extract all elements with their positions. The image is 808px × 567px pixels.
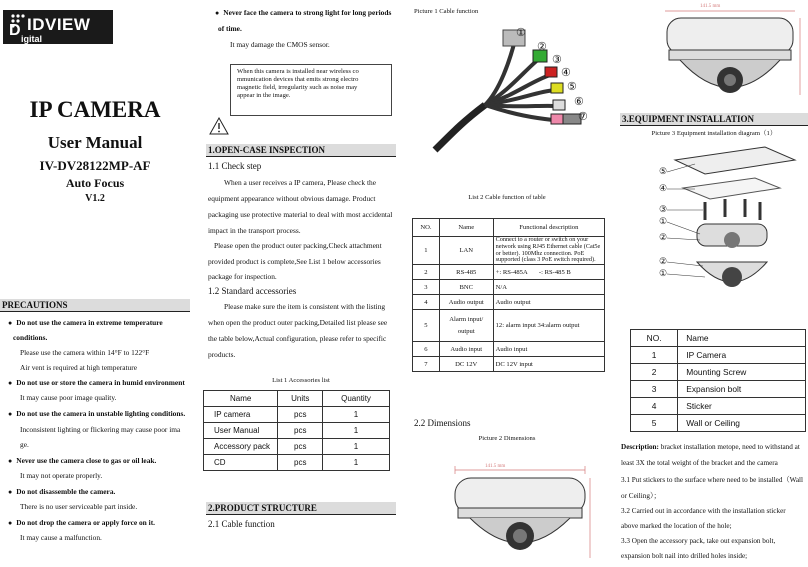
paragraph-line: package for inspection.	[208, 272, 277, 281]
cell: 4	[631, 398, 678, 415]
diagram-label: ③	[659, 204, 668, 214]
cell: 4	[413, 295, 440, 310]
cell: 12: alarm input 34:alarm output	[493, 310, 604, 342]
table-row	[204, 423, 390, 439]
table-header: Name	[439, 219, 493, 237]
table-row	[631, 398, 806, 415]
cell: +: RS-485A -: RS-485 B	[493, 265, 604, 280]
diagram-label: ①	[659, 216, 668, 226]
precaution-title: ● Do not drop the camera or apply force on it.	[8, 518, 155, 527]
table-row	[631, 415, 806, 432]
table-row	[631, 364, 806, 381]
cell: Audio input	[493, 342, 604, 357]
cover-model: IV-DV28122MP-AF	[39, 158, 151, 173]
sec-product-structure: 2.PRODUCT STRUCTURE	[206, 502, 396, 515]
cell: 1	[323, 423, 390, 439]
table-header: Functional description	[493, 219, 604, 237]
cell: 1	[323, 439, 390, 455]
diagram-label: ②	[659, 256, 668, 266]
table-header: NO.	[631, 330, 678, 347]
table-row	[204, 407, 390, 423]
cell: RS-485	[439, 265, 493, 280]
paragraph-line: Please make sure the item is consistent with the listing	[224, 302, 386, 311]
std-accessories-heading: 1.2 Standard accessories	[208, 286, 297, 296]
pic3-caption: Picture 3 Equipment installation diagram（1）	[651, 130, 777, 137]
cover-subtitle: User Manual	[47, 133, 143, 152]
pic2-caption: Picture 2 Dimensions	[478, 435, 536, 442]
notice-line: magnetic field, irregularity such as noise may	[237, 83, 358, 91]
dimensions-heading: 2.2 Dimensions	[414, 418, 471, 428]
camera-dimension-drawing	[440, 458, 600, 564]
list1-caption: List 1 Accessories list	[272, 377, 330, 384]
cell: 1	[323, 407, 390, 423]
table-row	[413, 295, 605, 310]
cell: 3	[631, 381, 678, 398]
logo-brand: IDVIEW	[27, 15, 91, 34]
paragraph-line: provided product is complete,See List 1 below accessories	[208, 257, 381, 266]
precaution-line: It may cause a malfunction.	[20, 533, 102, 542]
camera-top-drawing	[655, 0, 805, 110]
precaution-title: ● Do not disassemble the camera.	[8, 487, 115, 496]
logo-d: D	[9, 22, 21, 39]
cell: DC 12V	[439, 357, 493, 372]
accessories-table	[203, 390, 390, 471]
cell: DC 12V input	[493, 357, 604, 372]
cell: BNC	[439, 280, 493, 295]
sec-equipment-installation: 3.EQUIPMENT INSTALLATION	[620, 113, 808, 126]
cell: Expansion bolt	[678, 381, 806, 398]
cell: pcs	[278, 407, 323, 423]
precaution-line: It may cause poor image quality.	[20, 393, 117, 402]
cell: 5	[413, 310, 440, 342]
dimension-label: 141.5 mm	[485, 464, 506, 469]
cell: Audio output	[493, 295, 604, 310]
precaution-line: Air vent is required at high temperature	[20, 363, 137, 372]
description-line: above marked the location of the hole;	[621, 522, 732, 530]
precautions-heading: PRECAUTIONS	[0, 299, 190, 312]
pic1-caption: Picture 1 Cable function	[414, 8, 479, 15]
description-label: Description:	[621, 443, 659, 451]
cell: Connect to a router or switch on your network using RJ45 Ethernet cable (Cat5e or better). 100Mhz connection. PoE supported (class 3 PoE switch required).	[493, 237, 604, 265]
cell: 1	[323, 455, 390, 471]
table-row	[204, 455, 390, 471]
description-line: 3.2 Carried out in accordance with the installation sticker	[621, 507, 786, 515]
precaution-title: ● Do not use or store the camera in humid environment	[8, 378, 185, 387]
cell: 7	[413, 357, 440, 372]
cell: Accessory pack	[204, 439, 278, 455]
description-line: expansion bolt nail into drilled holes inside;	[621, 552, 748, 560]
precaution-title: ● Do not use the camera in extreme temperature	[8, 318, 163, 327]
cell: User Manual	[204, 423, 278, 439]
cell: 2	[413, 265, 440, 280]
cable-function-table	[412, 218, 605, 372]
parts-table	[630, 329, 806, 432]
cell: 2	[631, 364, 678, 381]
cell: 6	[413, 342, 440, 357]
precaution-line: ge.	[20, 440, 29, 449]
brand-logo	[3, 10, 113, 44]
description-line: least 3X the total weight of the bracket and the camera	[621, 459, 778, 467]
notice-box	[230, 64, 392, 116]
table-row	[413, 280, 605, 295]
description-line	[621, 443, 800, 451]
paragraph-line: packaging use protective material to deal with most accidental	[208, 210, 393, 219]
table-header: NO.	[413, 219, 440, 237]
cell: IP Camera	[678, 347, 806, 364]
cable-label: ①	[516, 27, 526, 39]
paragraph-line: When a user receives a IP camera, Please check the	[224, 178, 376, 187]
description-text: bracket installation metope, need to withstand at	[658, 443, 800, 451]
notice-line: appear in the image.	[237, 91, 291, 99]
check-step-heading: 1.1 Check step	[208, 161, 262, 171]
table-row	[413, 265, 605, 280]
table-row	[204, 439, 390, 455]
logo-sub: igital	[21, 34, 43, 44]
cell: pcs	[278, 423, 323, 439]
cell: Mounting Screw	[678, 364, 806, 381]
table-row	[413, 357, 605, 372]
paragraph-line: products.	[208, 350, 236, 359]
precaution-line: It may not operate properly.	[20, 471, 103, 480]
cell: Wall or Ceiling	[678, 415, 806, 432]
cable-function-heading: 2.1 Cable function	[208, 519, 275, 529]
table-row	[413, 237, 605, 265]
diagram-label: ①	[659, 268, 668, 278]
cover-version: V1.2	[85, 193, 105, 204]
cell: CD	[204, 455, 278, 471]
precaution-title: ● Do not use the camera in unstable lighting conditions.	[8, 409, 185, 418]
list2-caption: List 2 Cable function of table	[468, 194, 546, 201]
cell: 1	[413, 237, 440, 265]
installation-diagram	[655, 142, 805, 300]
diagram-label: ⑤	[659, 166, 668, 176]
table-header: Quantity	[323, 391, 390, 407]
cell: LAN	[439, 237, 493, 265]
cell: 3	[413, 280, 440, 295]
diagram-label: ④	[659, 183, 668, 193]
table-header: Units	[278, 391, 323, 407]
description-line: 3.3 Open the accessory pack, take out expansion bolt,	[621, 537, 776, 545]
cable-label: ③	[552, 54, 562, 66]
diagram-label: ②	[659, 232, 668, 242]
table-header: Name	[204, 391, 278, 407]
strong-light-line: It may damage the CMOS sensor.	[230, 40, 330, 49]
strong-light-cont: of time.	[218, 24, 242, 33]
precaution-line: Inconsistent lighting or flickering may cause poor ima	[20, 425, 181, 434]
paragraph-line: Please open the product outer packing,Check attachment	[214, 241, 382, 250]
table-row	[413, 342, 605, 357]
description-line: or Ceiling）；	[621, 492, 661, 500]
cell: IP camera	[204, 407, 278, 423]
precaution-line: There is no user serviceable part inside.	[20, 502, 138, 511]
cell: 1	[631, 347, 678, 364]
warning-triangle-icon	[209, 117, 229, 135]
cell: 5	[631, 415, 678, 432]
cable-label: ⑤	[567, 81, 577, 93]
cable-label: ⑥	[574, 96, 584, 108]
description-line: 3.1 Put stickers to the surface where need to be installed（Wall	[621, 476, 804, 484]
paragraph-line: equipment appearance without obvious damage. Product	[208, 194, 376, 203]
cable-label: ⑦	[578, 111, 588, 123]
cell: Alarm input/ output	[439, 310, 493, 342]
strong-light-warning: ● Never face the camera to strong light for long periods	[215, 8, 391, 17]
cell: pcs	[278, 455, 323, 471]
cell: Sticker	[678, 398, 806, 415]
precaution-line: Please use the camera within 14°F to 122°F	[20, 348, 150, 357]
cable-label: ④	[561, 67, 571, 79]
notice-line: When this camera is installed near wireless co	[237, 68, 359, 75]
cable-label: ②	[537, 41, 547, 53]
paragraph-line: impact in the transport process.	[208, 226, 301, 235]
cell: N/A	[493, 280, 604, 295]
paragraph-line: the table below,Actual configuration, please refer to specific	[208, 334, 387, 343]
cell: Audio input	[439, 342, 493, 357]
cell: pcs	[278, 439, 323, 455]
cover-title: IP CAMERA	[29, 97, 161, 122]
table-row	[631, 381, 806, 398]
cell: Audio output	[439, 295, 493, 310]
dimension-label-top: 141.5 mm	[700, 4, 721, 9]
precaution-cont: conditions.	[13, 333, 48, 342]
sec-open-case: 1.OPEN-CASE INSPECTION	[206, 144, 396, 157]
cover-feature: Auto Focus	[65, 176, 125, 190]
paragraph-line: when open the product outer packing,Detailed list please see	[208, 318, 388, 327]
table-row	[631, 347, 806, 364]
notice-line: mmunication devices that emits strong electro	[237, 75, 359, 83]
precaution-title: ● Never use the camera close to gas or oil leak.	[8, 456, 156, 465]
table-row	[413, 310, 605, 342]
table-header: Name	[678, 330, 806, 347]
